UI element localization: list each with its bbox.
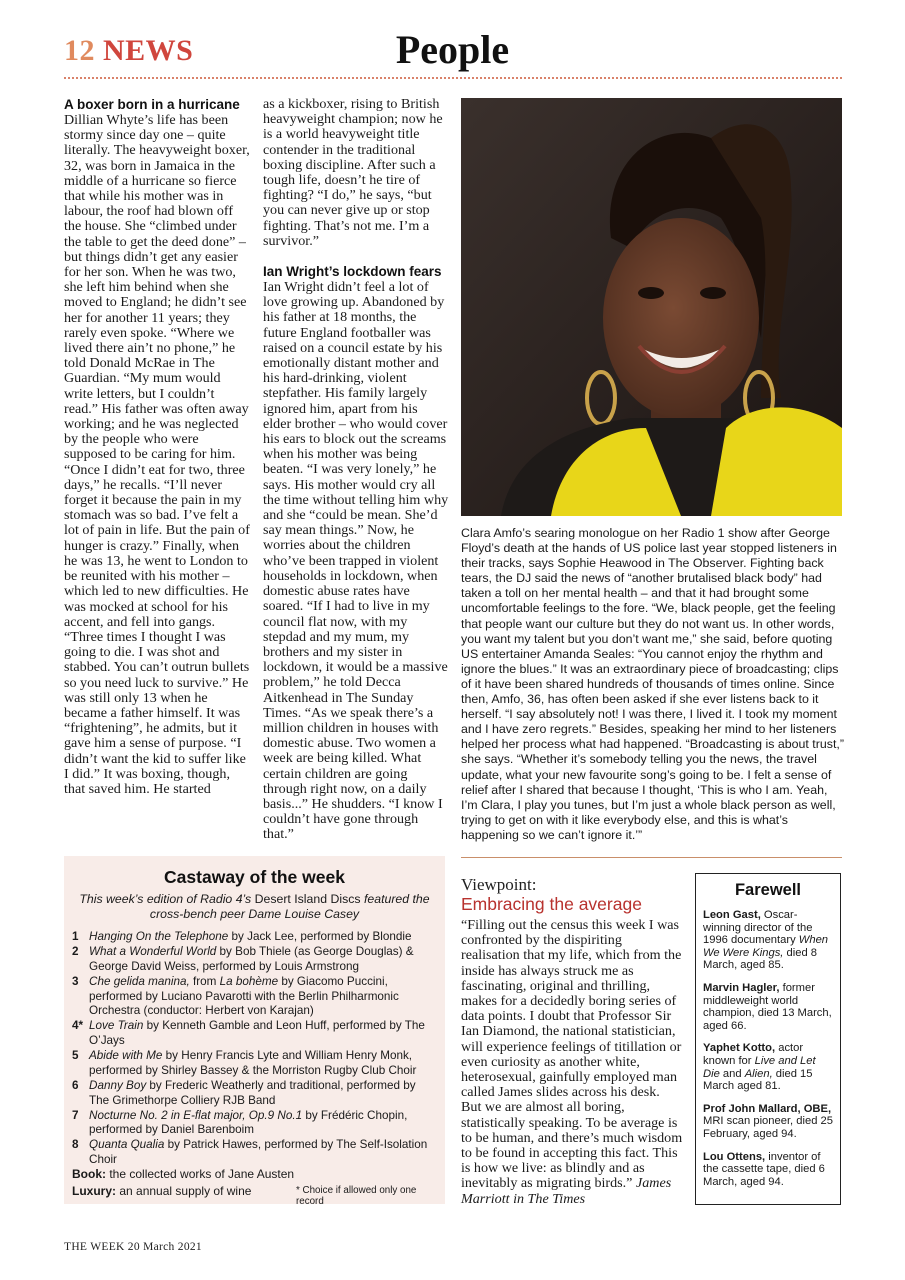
obituary-name: Yaphet Kotto, <box>703 1042 776 1055</box>
obituary-text: died 8 March, aged 85. <box>703 946 818 972</box>
track-item <box>72 1138 437 1167</box>
intro-text: This week’s edition of Radio 4’s <box>79 892 252 906</box>
track-item <box>72 1109 437 1138</box>
obituary-text: and <box>719 1067 745 1080</box>
obituary-text: actor known for <box>703 1042 804 1067</box>
track-credit: by Henry Francis Lyte and William Henry Monk, performed by Shirley Bassey & the Morriston Rugby Club Choir <box>89 1049 417 1077</box>
viewpoint-headline: Embracing the average <box>461 894 642 914</box>
track-number: 3 <box>72 974 79 988</box>
obituary-entry <box>703 1042 834 1092</box>
farewell-box <box>695 873 841 1205</box>
track-credit: by Giacomo Puccini, performed by Luciano Pavarotti with the Berlin Philharmonic Orchestra (conductor: Herbert von Karajan) <box>89 974 399 1018</box>
viewpoint-citation: James Marriott in The Times <box>461 1175 672 1207</box>
caption-divider <box>461 857 842 858</box>
article-body-continuation: as a kickboxer, rising to British heavyweight champion; now he is a world heavyweight title contender in the traditional boxing discipline. After such a tough life, doesn’t he tire of fighting? “I do,” he says, “but you can never give up or stop fighting. That’s not me. I’m a survivor.” <box>263 96 443 249</box>
obituary-name: Leon Gast, <box>703 909 761 921</box>
track-title: Love Train <box>89 1019 144 1033</box>
track-title: Hanging On the Telephone <box>89 930 229 943</box>
track-number: 8 <box>72 1138 79 1152</box>
obituary-entry <box>703 909 834 972</box>
obituary-entry <box>703 982 834 1032</box>
obituary-entry <box>703 1103 834 1141</box>
obituary-text: former middleweight world champion, died 13 March, aged 66. <box>703 981 832 1032</box>
obituary-title: Live and Let Die <box>703 1054 816 1080</box>
track-credit: from <box>189 974 220 988</box>
article-body: Ian Wright didn’t feel a lot of love growing up. Abandoned by his father at 18 months, the future England footballer was raised on a council estate by his emotionally distant mother and his hard-drinking, violent stepfather. His family largely ignored him, apart from his elder brother – who would cover his ears to block out the screams when his mother was being beaten. “I was very lonely,” he says. His mother would cry all the time without telling him why and she “could be mean. She’d say mean things.” Now, he worries about the children who’ve been trapped in violent households in lockdown, when domestic abuse rates have soared. “If I had to live in my council flat now, with my stepdad and my mum, my brothers and my sister in lockdown, it would be a massive problem,” he told Decca Aitkenhead in The Sunday Times. “As we speak there’s a million children in houses with domestic abuse. Two women a week are being killed. What certain children are going through right now, on a daily basis...” He shudders. “I know I couldn’t have gone through that.” <box>263 279 449 843</box>
castaway-track-list <box>72 930 437 1168</box>
track-item <box>72 975 437 1019</box>
track-title: Nocturne No. 2 in E-flat major, Op.9 No.1 <box>89 1108 303 1122</box>
castaway-book <box>72 1167 294 1181</box>
track-item <box>72 1049 437 1078</box>
viewpoint-label: Viewpoint: <box>461 875 537 894</box>
track-number: 6 <box>72 1078 79 1092</box>
track-item <box>72 1079 437 1108</box>
track-number: 4* <box>72 1019 84 1033</box>
track-credit: by Patrick Hawes, performed by The Self-Isolation Choir <box>89 1138 428 1167</box>
book-label: Book: <box>72 1167 106 1181</box>
track-credit: by Frederic Weatherly and traditional, performed by The Grimethorpe Colliery RJB Band <box>89 1078 416 1107</box>
obituary-entry <box>703 1151 834 1189</box>
track-credit: by Frédéric Chopin, performed by Daniel Barenboim <box>89 1108 408 1137</box>
obituary-text: Oscar-winning director of the 1996 documentary <box>703 909 813 947</box>
obituary-text: died 15 March aged 81. <box>703 1067 813 1093</box>
article-headline: A boxer born in a hurricane <box>64 97 240 112</box>
book-value: the collected works of Jane Austen <box>106 1167 295 1181</box>
section-name: NEWS <box>103 34 194 67</box>
luxury-value: an annual supply of wine <box>116 1184 252 1198</box>
track-title: Abide with Me <box>89 1049 163 1063</box>
track-title: Quanta Qualia <box>89 1138 165 1152</box>
feature-photo <box>461 98 842 516</box>
photo-caption: Clara Amfo’s searing monologue on her Radio 1 show after George Floyd’s death at the hands of US police last year stopped listeners in their tracks, says Sophie Heawood in The Observer. Fighting back tears, the DJ said the news of “another brutalised black body” had taken a toll on her mental health – and that it had brought some uncomfortable feelings to the fore. “We, black people, get the feeling that people want our culture but they do not want us. In other words, you want my talent but you don’t want me,” she said, before quoting US entertainer Amanda Seales: “You cannot enjoy the rhythm and ignore the blues.” It was an extraordinary piece of broadcasting; clips of it have been shared hundreds of thousands of times online. Since then, Amfo, 36, has often been asked if she ever listens back to it herself. “I say absolutely not! I was there, I lived it. I took my moment and I have zero regrets.” Besides, speaking her mind to her listeners helped her process what had happened. “Broadcasting is about trust,” she says. “Whether it’s somebody telling you the news, the travel update, what your new favourite song’s going to be. I felt a sense of relief after I shared that because I thought, ‘This is who I am. Yeah, I’m Clara, I play you tunes, but I’m just a whole black person as well, trying to get on with it like everybody else, and this is what’s happening so we can’t ignore it.’” <box>461 526 844 842</box>
obituary-text: inventor of the cassette tape, died 6 March, aged 94. <box>703 1150 825 1188</box>
track-number: 7 <box>72 1108 79 1122</box>
obituary-name: Prof John Mallard, OBE, <box>703 1102 832 1115</box>
castaway-intro <box>78 892 431 922</box>
luxury-label: Luxury: <box>72 1184 117 1198</box>
castaway-box <box>64 856 445 1207</box>
obituary-list <box>703 909 834 1198</box>
obituary-title: When We Were Kings, <box>703 934 829 959</box>
page-title: People <box>395 27 510 72</box>
track-title: La bohème <box>219 974 279 988</box>
portrait-illustration <box>461 98 842 516</box>
track-item <box>72 1019 437 1048</box>
programme-name: Desert Island Discs <box>254 892 361 906</box>
header-divider <box>64 77 842 79</box>
castaway-luxury <box>72 1184 251 1198</box>
page-number: 12 <box>64 34 95 67</box>
viewpoint-article <box>461 918 683 1207</box>
obituary-title: Alien, <box>744 1067 773 1080</box>
track-credit: by Bob Thiele (as George Douglas) & George David Weiss, performed by Louis Armstrong <box>89 945 414 973</box>
intro-text: featured the cross-bench peer Dame Louise Casey <box>149 892 430 921</box>
track-number: 1 <box>72 930 79 943</box>
track-item <box>72 930 437 945</box>
track-number: 5 <box>72 1049 79 1063</box>
track-title: Danny Boy <box>89 1078 147 1092</box>
castaway-title: Castaway of the week <box>164 867 345 887</box>
article-boxer <box>64 97 250 797</box>
obituary-name: Lou Ottens, <box>703 1150 766 1163</box>
track-title: What a Wonderful World <box>89 945 217 959</box>
castaway-footnote: * Choice if allowed only one record <box>296 1185 417 1207</box>
article-headline: Ian Wright’s lockdown fears <box>263 264 442 280</box>
article-body: Dillian Whyte’s life has been stormy since day one – quite literally. The heavyweight boxer, 32, was born in Jamaica in the middle of a hurricane so fierce that while his mother was in labour, the roof had blown off the house. She “climbed under the table to get the deed done” – but things didn’t get any easier for her son. When he was two, she left him behind when she moved to England; he didn’t see her for another 11 years; they rarely even spoke. “Where we lived there ain’t no phone,” he told Donald McRae in The Guardian. “My mum would write letters, but I couldn’t read.” His father was often away working; and he was neglected by the people who were supposed to be caring for him. “Once I didn’t eat for two, three days,” he recalls. “I’ll never forget it because the pain in my stomach was so bad. I’ve felt a lot of pain in life. But the pain of hunger is crazy.” Finally, when he was 13, he went to London to be reunited with his mother – which led to new difficulties. He was mocked at school for his accent, and fell into gangs. “Three times I thought I was going to die. I was shot and stabbed. You can’t outrun bullets so you need luck to survive.” He was still only 13 when he became a father himself. It was “frightening”, he admits, but it gave him a sense of purpose. “I didn’t want the kid to suffer like I did.” It was boxing, though, that saved him. He started <box>64 112 250 797</box>
track-number: 2 <box>72 945 79 959</box>
viewpoint-body: “Filling out the census this week I was confronted by the dispiriting realisation that my life, which from the inside has always struck me as fascinating, original and thrilling, makes for a decidedly boring series of data points. I doubt that Professor Sir Ian Diamond, the national statistician, will experience feelings of titillation or even curiosity as another white, heterosexual, gainfully employed man called James slides across his desk. But we are almost all boring, statistically speaking. To be average is to be human, and there’s much wisdom to be found in accepting this fact. This is how we live: as blindly and as inevitably as migrating birds.” <box>461 917 683 1192</box>
track-credit: by Kenneth Gamble and Leon Huff, performed by The O’Jays <box>89 1019 425 1047</box>
obituary-text: MRI scan pioneer, died 25 February, aged 94. <box>703 1115 833 1140</box>
article-column-2 <box>263 97 449 843</box>
track-item <box>72 945 437 974</box>
track-credit: by Jack Lee, performed by Blondie <box>228 930 412 943</box>
obituary-name: Marvin Hagler, <box>703 981 780 994</box>
track-title: Che gelida manina, <box>89 974 190 988</box>
farewell-title: Farewell <box>734 881 802 899</box>
page-footer: THE WEEK 20 March 2021 <box>64 1241 202 1253</box>
